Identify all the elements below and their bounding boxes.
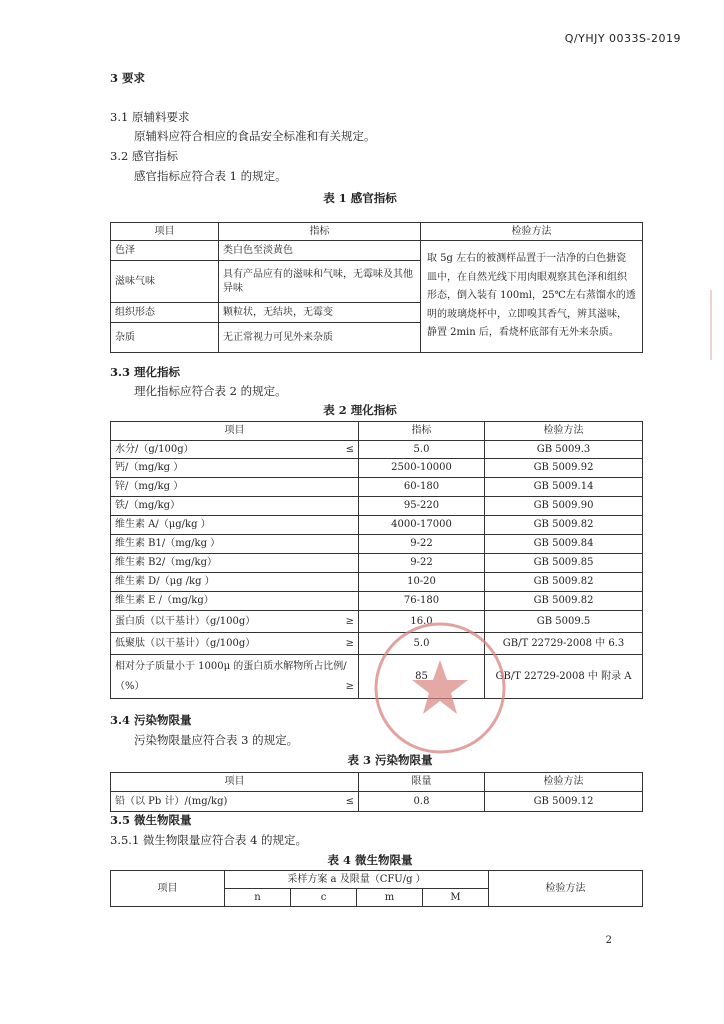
table-cell xyxy=(111,792,359,812)
table-row xyxy=(111,592,643,611)
table-cell: GB 5009.5 xyxy=(485,611,643,633)
document-code: Q/YHJY 0033S-2019 xyxy=(564,32,681,45)
item-text: 低聚肽（以干基计）（g/100g） xyxy=(115,637,256,649)
table-cell: GB/T 22729-2008 中 6.3 xyxy=(485,633,643,655)
section-3-1-text: 原辅料应符合相应的食品安全标准和有关规定。 xyxy=(134,129,376,143)
item-text: 维生素 E /（mg/kg） xyxy=(115,595,214,606)
table-row xyxy=(111,241,643,261)
table-cell: GB 5009.3 xyxy=(485,441,643,459)
table-cell: 9-22 xyxy=(359,554,485,573)
table2-caption: 表 2 理化指标 xyxy=(323,403,397,417)
table-cell xyxy=(111,459,359,478)
table1-caption: 表 1 感官指标 xyxy=(323,191,397,205)
table-header-cell: 采样方案 a 及限量（CFU/g ） xyxy=(225,871,489,889)
section-3-5-heading: 3.5 微生物限量 xyxy=(110,813,192,827)
section-3-5-1-text: 3.5.1 微生物限量应符合表 4 的规定。 xyxy=(110,833,308,847)
page-number: 2 xyxy=(605,935,612,946)
item-text: 蛋白质（以干基计）（g/100g） xyxy=(115,615,256,627)
section-3-3-heading: 3.3 理化指标 xyxy=(110,365,181,379)
table-header-row xyxy=(111,871,643,889)
table-cell: GB 5009.82 xyxy=(485,592,643,611)
section-3-2-text: 感官指标应符合表 1 的规定。 xyxy=(134,169,287,183)
item-text: 维生素 B2/（mg/kg） xyxy=(115,557,217,568)
table-cell: 组织形态 xyxy=(111,303,219,323)
table-header-cell: 项目 xyxy=(111,871,225,907)
table-cell: 4000-17000 xyxy=(359,516,485,535)
section-3-heading: 3 要求 xyxy=(110,71,146,85)
table-cell: GB 5009.82 xyxy=(485,573,643,592)
table-cell: 16.0 xyxy=(359,611,485,633)
table-cell xyxy=(111,516,359,535)
table-cell: 2500-10000 xyxy=(359,459,485,478)
item-text: 水分/（g/100g） xyxy=(115,443,194,455)
table-cell xyxy=(111,592,359,611)
section-3-4-text: 污染物限量应符合表 3 的规定。 xyxy=(134,733,299,747)
table-cell: 无正常视力可见外来杂质 xyxy=(219,323,421,353)
table-header-cell: 项目 xyxy=(111,773,359,792)
table-row xyxy=(111,478,643,497)
table-cell xyxy=(111,441,359,459)
table-row xyxy=(111,441,643,459)
table-header-cell: n xyxy=(225,889,291,907)
table-header-cell: M xyxy=(423,889,489,907)
table-cell xyxy=(111,611,359,633)
table-cell: GB 5009.85 xyxy=(485,554,643,573)
table-row xyxy=(111,792,643,812)
table-cell: 60-180 xyxy=(359,478,485,497)
table1-sensory xyxy=(110,222,643,353)
table-cell: 5.0 xyxy=(359,633,485,655)
item-text: 铅（以 Pb 计）/(mg/kg) xyxy=(115,795,228,807)
table4-microbial xyxy=(110,870,643,907)
item-text: 相对分子质量小于 1000μ 的蛋白质水解物所占比例/（%） xyxy=(115,660,347,692)
item-text: 维生素 B1/（mg/kg ） xyxy=(115,538,221,549)
table-row xyxy=(111,459,643,478)
table-cell: GB/T 22729-2008 中 附录 A xyxy=(485,655,643,699)
comparison-symbol: ≥ xyxy=(345,680,354,692)
item-text: 钙/（mg/kg ） xyxy=(115,462,184,473)
table-cell xyxy=(111,554,359,573)
table3-caption: 表 3 污染物限量 xyxy=(347,753,433,767)
table-header-cell: 项目 xyxy=(111,422,359,441)
section-3-1-heading: 3.1 原辅料要求 xyxy=(110,110,190,124)
table-cell: 类白色至淡黄色 xyxy=(219,241,421,261)
table-row xyxy=(111,554,643,573)
table-header-cell: 指标 xyxy=(219,223,421,241)
comparison-symbol: ≥ xyxy=(345,615,354,627)
table-cell xyxy=(111,655,359,699)
table-cell: 76-180 xyxy=(359,592,485,611)
table-cell: 9-22 xyxy=(359,535,485,554)
table-header-cell: 检验方法 xyxy=(421,223,643,241)
table-header-row xyxy=(111,223,643,241)
item-text: 维生素 D/（μg /kg ） xyxy=(115,576,215,587)
table-cell: GB 5009.12 xyxy=(485,792,643,812)
company-seal-stamp xyxy=(372,620,508,756)
table4-caption: 表 4 微生物限量 xyxy=(327,853,413,867)
table-row xyxy=(111,497,643,516)
table-cell: GB 5009.90 xyxy=(485,497,643,516)
item-text: 铁/（mg/kg） xyxy=(115,500,181,511)
table-header-cell: 检验方法 xyxy=(485,773,643,792)
section-3-3-text: 理化指标应符合表 2 的规定。 xyxy=(134,384,287,398)
comparison-symbol: ≥ xyxy=(345,637,354,649)
table1-method-cell: 取 5g 左右的被测样品置于一洁净的白色搪瓷皿中，在自然光线下用肉眼观察其色泽和组织形态，倒入装有 100ml，25℃左右蒸馏水的透明的玻璃烧杯中，立即嗅其香气，辨其滋味，静置 2min 后，看烧杯底部有无外来杂质。 xyxy=(421,241,643,353)
table-cell: 滋味气味 xyxy=(111,261,219,303)
table-header-cell: 限量 xyxy=(359,773,485,792)
table-row xyxy=(111,573,643,592)
table-cell xyxy=(111,573,359,592)
comparison-symbol: ≤ xyxy=(345,795,354,807)
table-cell: GB 5009.82 xyxy=(485,516,643,535)
table-header-cell: 项目 xyxy=(111,223,219,241)
table-cell xyxy=(111,497,359,516)
table3-contaminants xyxy=(110,772,643,812)
table-cell: 杂质 xyxy=(111,323,219,353)
comparison-symbol: ≤ xyxy=(345,443,354,455)
table-cell xyxy=(111,478,359,497)
table-header-cell: m xyxy=(357,889,423,907)
table-cell: 10-20 xyxy=(359,573,485,592)
table-header-cell: 检验方法 xyxy=(485,422,643,441)
table-header-cell: 指标 xyxy=(359,422,485,441)
section-3-4-heading: 3.4 污染物限量 xyxy=(110,713,192,727)
section-3-2-heading: 3.2 感官指标 xyxy=(110,149,178,163)
table-cell: 具有产品应有的滋味和气味，无霉味及其他异味 xyxy=(219,261,421,303)
table-header-row xyxy=(111,773,643,792)
table-cell: 5.0 xyxy=(359,441,485,459)
item-text: 锌/（mg/kg ） xyxy=(115,481,184,492)
table-cell: GB 5009.14 xyxy=(485,478,643,497)
table-header-cell: 检验方法 xyxy=(489,871,643,907)
table-cell: GB 5009.84 xyxy=(485,535,643,554)
table-cell xyxy=(111,535,359,554)
table-cell: GB 5009.92 xyxy=(485,459,643,478)
table-row xyxy=(111,535,643,554)
edge-seal-fragment xyxy=(710,290,724,360)
table-cell xyxy=(111,633,359,655)
table-cell: 0.8 xyxy=(359,792,485,812)
table-cell: 95-220 xyxy=(359,497,485,516)
table-cell: 颗粒状，无结块，无霉变 xyxy=(219,303,421,323)
item-text: 维生素 A/（μg/kg ） xyxy=(115,519,211,530)
table-header-cell: c xyxy=(291,889,357,907)
table-cell: 色泽 xyxy=(111,241,219,261)
table-header-row xyxy=(111,422,643,441)
table-cell: 85 xyxy=(359,655,485,699)
table-row xyxy=(111,516,643,535)
